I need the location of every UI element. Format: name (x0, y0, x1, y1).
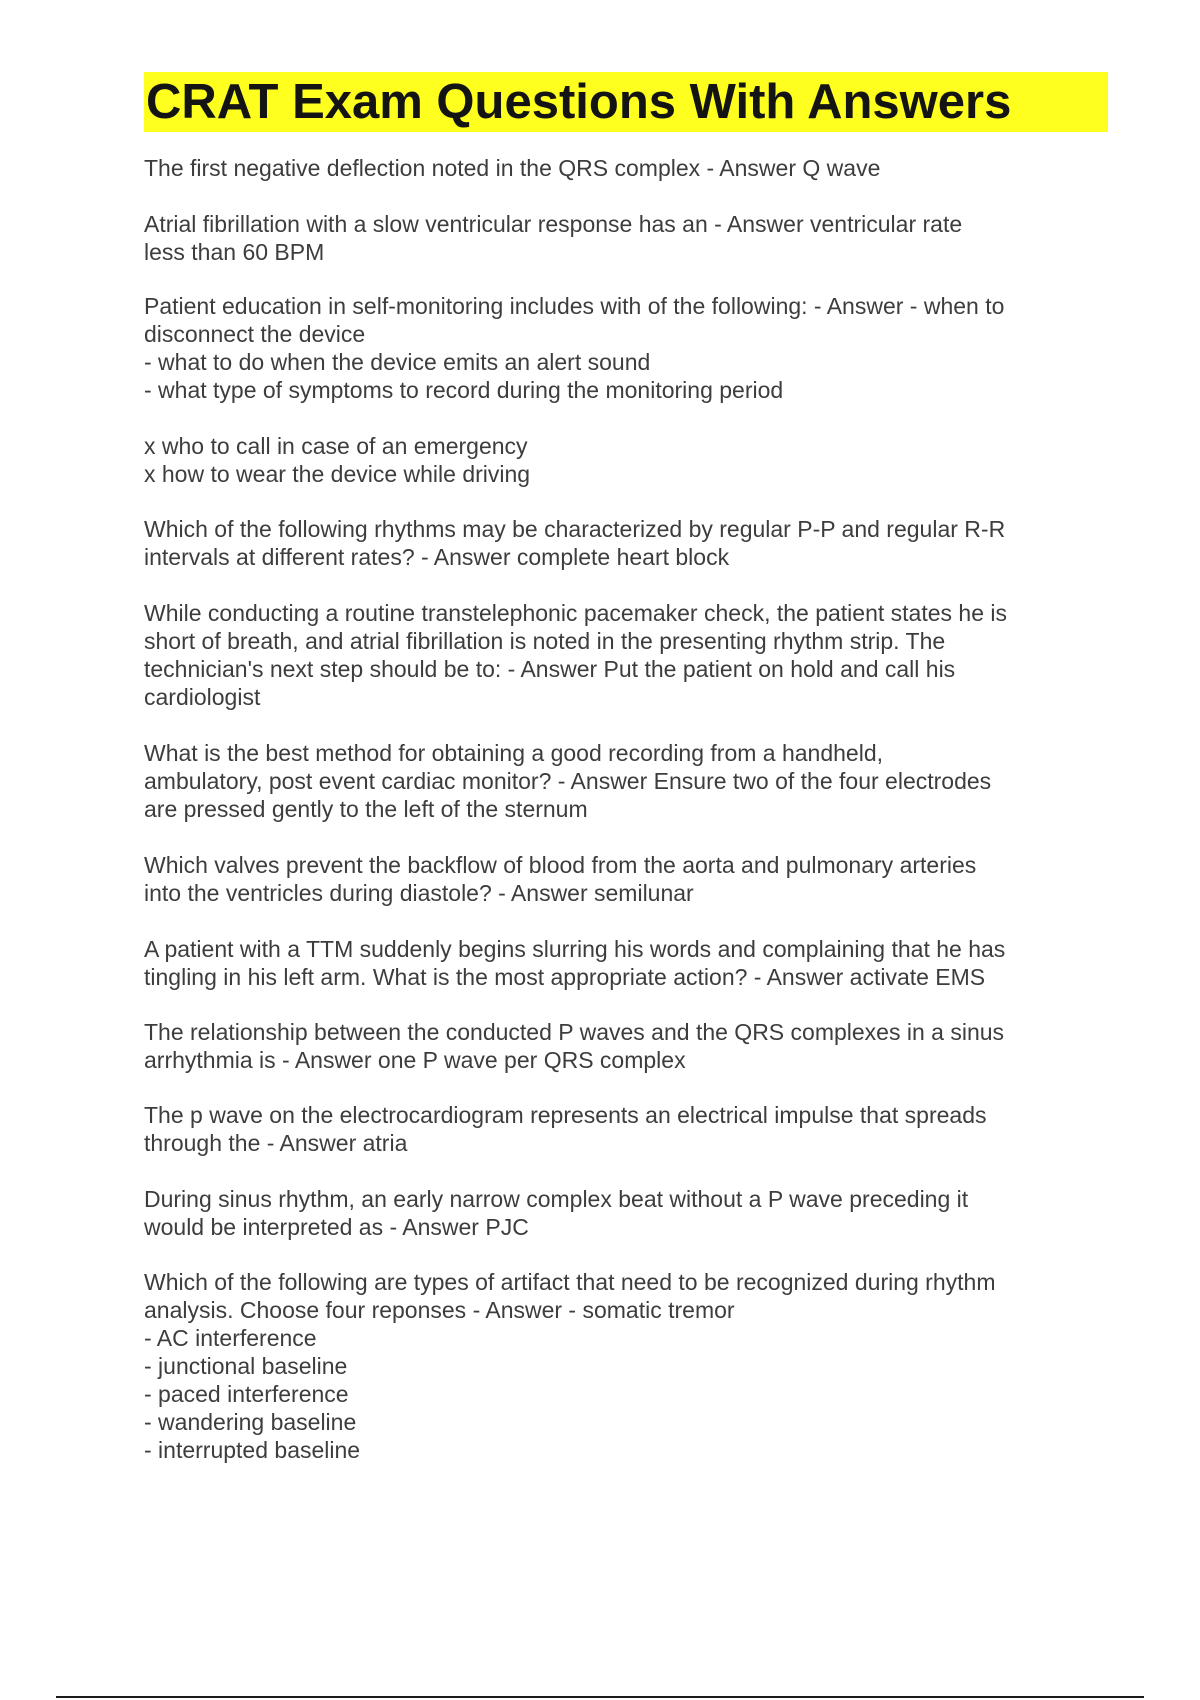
qa-line: tingling in his left arm. What is the most appropriate action? - Answer activate EMS (144, 964, 986, 990)
qa-line: The p wave on the electrocardiogram represents an electrical impulse that spreads (144, 1102, 987, 1128)
qa-line: intervals at different rates? - Answer complete heart block (144, 544, 730, 570)
qa-line: through the - Answer atria (144, 1130, 408, 1156)
qa-item (144, 515, 1074, 571)
qa-line: Which of the following rhythms may be characterized by regular P-P and regular R-R (144, 516, 1006, 542)
qa-line: ambulatory, post event cardiac monitor? - Answer Ensure two of the four electrodes (144, 768, 992, 794)
qa-line: - junctional baseline (144, 1353, 348, 1379)
qa-line: - AC interference (144, 1325, 317, 1351)
qa-line: Which of the following are types of artifact that need to be recognized during rhythm (144, 1269, 996, 1295)
qa-item (144, 154, 1074, 182)
qa-line: disconnect the device (144, 321, 366, 347)
qa-line: - interrupted baseline (144, 1437, 361, 1463)
qa-line: The relationship between the conducted P waves and the QRS complexes in a sinus (144, 1019, 1005, 1045)
qa-line: - paced interference (144, 1381, 349, 1407)
qa-item (144, 1185, 1074, 1241)
qa-item (144, 739, 1074, 823)
qa-line: cardiologist (144, 684, 261, 710)
qa-item (144, 432, 1074, 488)
qa-line: A patient with a TTM suddenly begins slurring his words and complaining that he has (144, 936, 1006, 962)
qa-line: are pressed gently to the left of the sternum (144, 796, 588, 822)
qa-line: Which valves prevent the backflow of blood from the aorta and pulmonary arteries (144, 852, 977, 878)
qa-line: x who to call in case of an emergency (144, 433, 528, 459)
qa-item (144, 292, 1074, 404)
footer-divider (56, 1696, 1144, 1698)
qa-line: technician's next step should be to: - Answer Put the patient on hold and call his (144, 656, 956, 682)
qa-line: arrhythmia is - Answer one P wave per QRS complex (144, 1047, 686, 1073)
qa-line: - what type of symptoms to record during the monitoring period (144, 377, 784, 403)
qa-item (144, 1018, 1074, 1074)
qa-line: x how to wear the device while driving (144, 461, 531, 487)
page-title: CRAT Exam Questions With Answers (146, 75, 1012, 129)
qa-line: During sinus rhythm, an early narrow complex beat without a P wave preceding it (144, 1186, 969, 1212)
qa-line: What is the best method for obtaining a good recording from a handheld, (144, 740, 884, 766)
qa-line: The first negative deflection noted in the QRS complex - Answer Q wave (144, 155, 881, 181)
qa-line: into the ventricles during diastole? - Answer semilunar (144, 880, 694, 906)
qa-item (144, 935, 1074, 991)
qa-line: would be interpreted as - Answer PJC (144, 1214, 529, 1240)
qa-item (144, 1101, 1074, 1157)
qa-line: - what to do when the device emits an alert sound (144, 349, 651, 375)
qa-item (144, 599, 1074, 711)
qa-line: Atrial fibrillation with a slow ventricular response has an - Answer ventricular rate (144, 211, 963, 237)
qa-line: analysis. Choose four reponses - Answer - somatic tremor (144, 1297, 735, 1323)
qa-item (144, 210, 1074, 266)
qa-line: - wandering baseline (144, 1409, 357, 1435)
qa-item (144, 1268, 1074, 1464)
qa-line: Patient education in self-monitoring includes with of the following: - Answer - when to (144, 293, 1005, 319)
title-highlight (144, 72, 1108, 132)
qa-line: While conducting a routine transtelephonic pacemaker check, the patient states he is (144, 600, 1007, 626)
qa-line: short of breath, and atrial fibrillation is noted in the presenting rhythm strip. The (144, 628, 946, 654)
qa-item (144, 851, 1074, 907)
qa-line: less than 60 BPM (144, 239, 325, 265)
